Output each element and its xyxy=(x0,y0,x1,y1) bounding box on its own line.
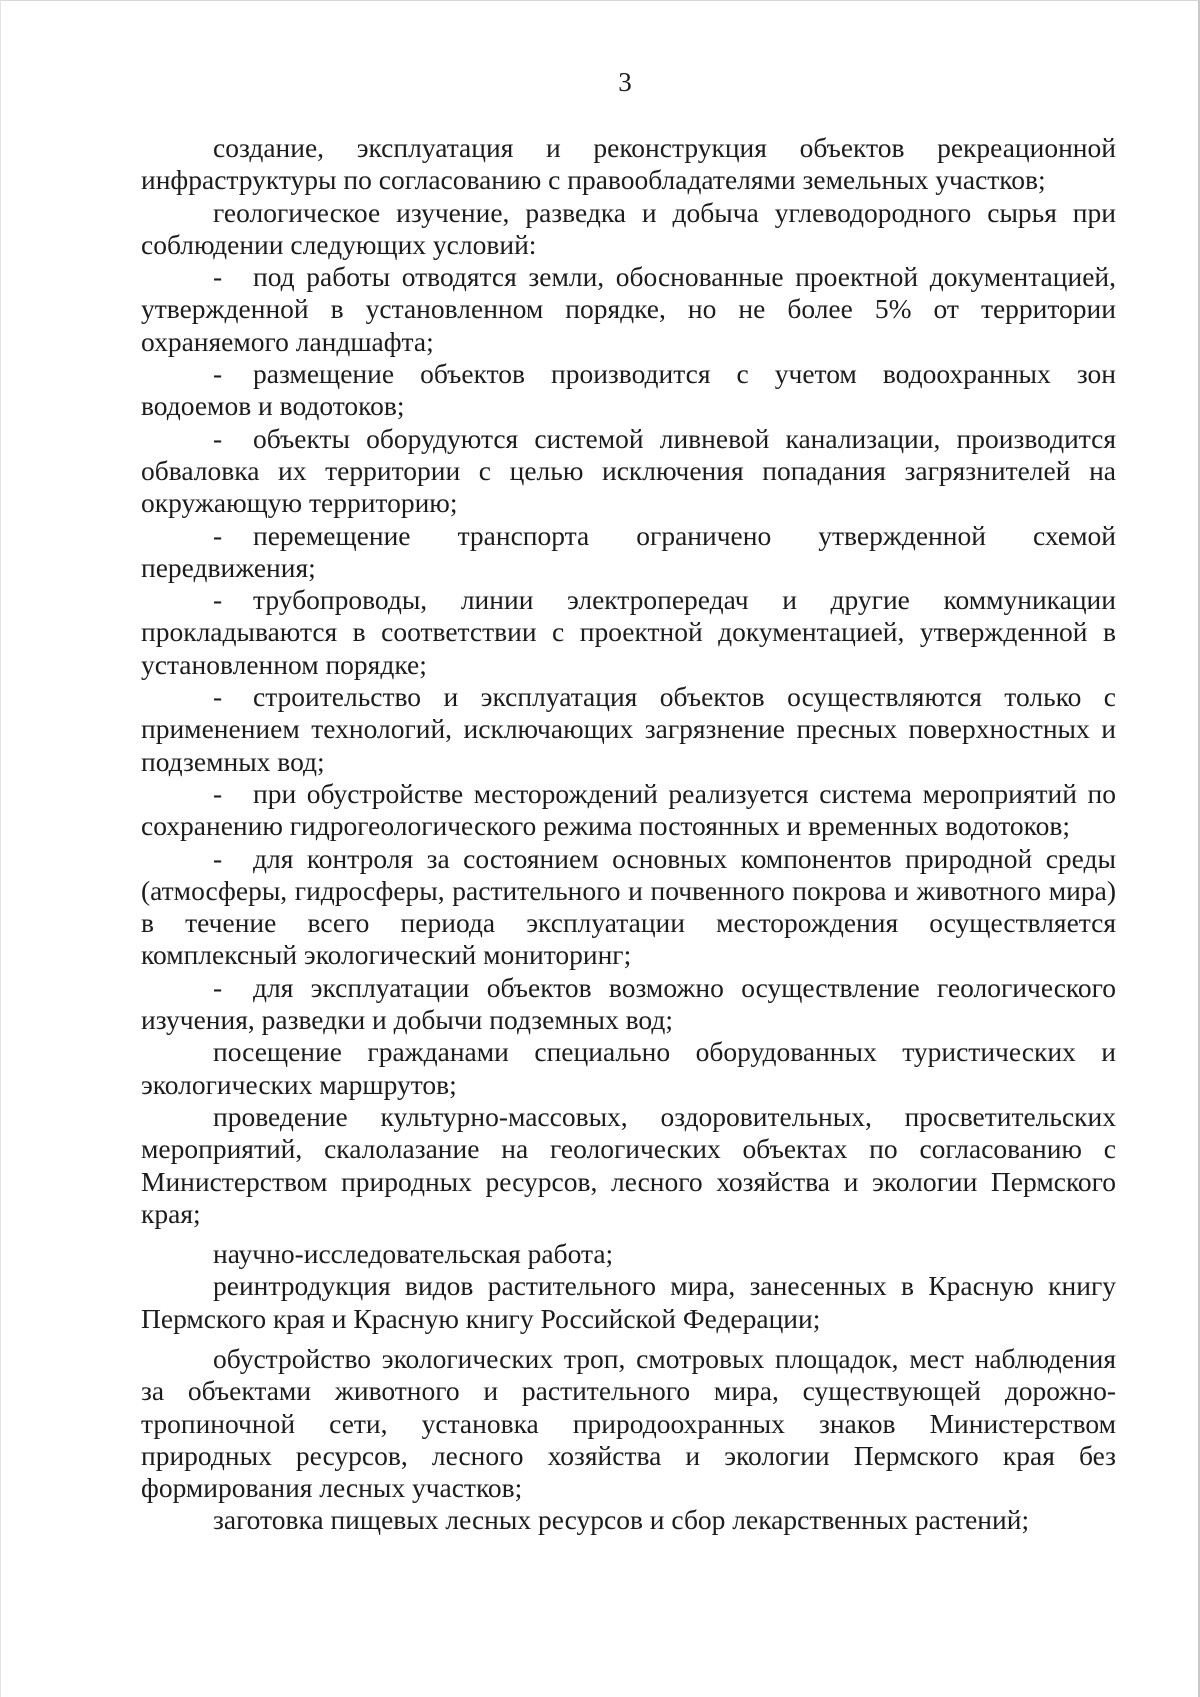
list-dash: - xyxy=(213,777,223,809)
list-item xyxy=(141,358,1116,423)
paragraph-text: реинтродукция видов растительного мира, занесенных в Красную книгу Пермского края и Красную книгу Российской Федерации; xyxy=(141,1270,1116,1334)
paragraph-text: под работы отводятся земли, обоснованные проектной документацией, утвержденной в установленном порядке, но не более 5% от территории охраняемого ландшафта; xyxy=(141,261,1116,357)
list-dash: - xyxy=(213,519,223,551)
paragraph-text: заготовка пищевых лесных ресурсов и сбор лекарственных растений; xyxy=(213,1504,1030,1536)
list-item xyxy=(141,520,1116,585)
paragraph xyxy=(141,1343,1116,1504)
document-body xyxy=(141,132,1116,1537)
page-number: 3 xyxy=(618,67,632,97)
paragraph xyxy=(141,1504,1116,1536)
list-dash: - xyxy=(213,358,223,390)
paragraph-text: создание, эксплуатация и реконструкция объектов рекреационной инфраструктуры по согласованию с правообладателями земельных участков; xyxy=(141,132,1116,196)
paragraph-text: посещение гражданами специально оборудованных туристических и экологических маршрутов; xyxy=(141,1036,1116,1100)
paragraph-text: перемещение транспорта ограничено утвержденной схемой передвижения; xyxy=(141,519,1116,583)
paragraph-text: проведение культурно-массовых, оздоровительных, просветительских мероприятий, скалолазание на геологических объектах по согласованию с Министерством природных ресурсов, лесного хозяйства и экологии Пермского края; xyxy=(141,1100,1116,1229)
paragraph xyxy=(141,1036,1116,1101)
list-dash: - xyxy=(213,681,223,713)
paragraph xyxy=(141,1270,1116,1335)
list-dash: - xyxy=(213,971,223,1003)
paragraph-text: размещение объектов производится с учетом водоохранных зон водоемов и водотоков; xyxy=(141,358,1116,422)
paragraph xyxy=(141,132,1116,197)
list-item xyxy=(141,843,1116,972)
paragraph-text: обустройство экологических троп, смотровых площадок, мест наблюдения за объектами животного и растительного мира, существующей дорожно-тропиночной сети, установка природоохранных знаков Министерством природных ресурсов, лесного хозяйства и экологии Пермского края без формирования лесных участков; xyxy=(141,1342,1116,1504)
list-dash: - xyxy=(213,584,223,616)
paragraph-text: трубопроводы, линии электропередач и другие коммуникации прокладываются в соответствии с проектной документацией, утвержденной в установленном порядке; xyxy=(141,584,1116,680)
list-dash: - xyxy=(213,422,223,454)
paragraph-text: для эксплуатации объектов возможно осуществление геологического изучения, разведки и добычи подземных вод; xyxy=(141,971,1116,1036)
list-dash: - xyxy=(213,261,223,293)
paragraph-text: объекты оборудуются системой ливневой канализации, производится обваловка их территории с целью исключения попадания загрязнителей на окружающую территорию; xyxy=(141,422,1116,519)
paragraph-text: научно-исследовательская работа; xyxy=(213,1238,614,1270)
list-item xyxy=(141,681,1116,778)
list-item xyxy=(141,778,1116,843)
list-dash: - xyxy=(213,842,223,874)
paragraph-text: строительство и эксплуатация объектов осуществляются только с применением технологий, исключающих загрязнение пресных поверхностных и подземных вод; xyxy=(141,681,1116,777)
list-item xyxy=(141,584,1116,681)
paragraph-text: для контроля за состоянием основных компонентов природной среды (атмосферы, гидросферы, растительного и почвенного покрова и животного мира) в течение всего периода эксплуатации месторождения осуществляется комплексный экологический мониторинг; xyxy=(141,842,1116,971)
paragraph-text: геологическое изучение, разведка и добыча углеводородного сырья при соблюдении следующих условий: xyxy=(141,196,1116,260)
paragraph-text: при обустройстве месторождений реализуется система мероприятий по сохранению гидрогеологического режима постоянных и временных водотоков; xyxy=(141,777,1116,842)
list-item xyxy=(141,261,1116,358)
paragraph xyxy=(141,197,1116,262)
paragraph xyxy=(141,1238,1116,1270)
list-item xyxy=(141,972,1116,1037)
paragraph xyxy=(141,1101,1116,1230)
list-item xyxy=(141,423,1116,520)
